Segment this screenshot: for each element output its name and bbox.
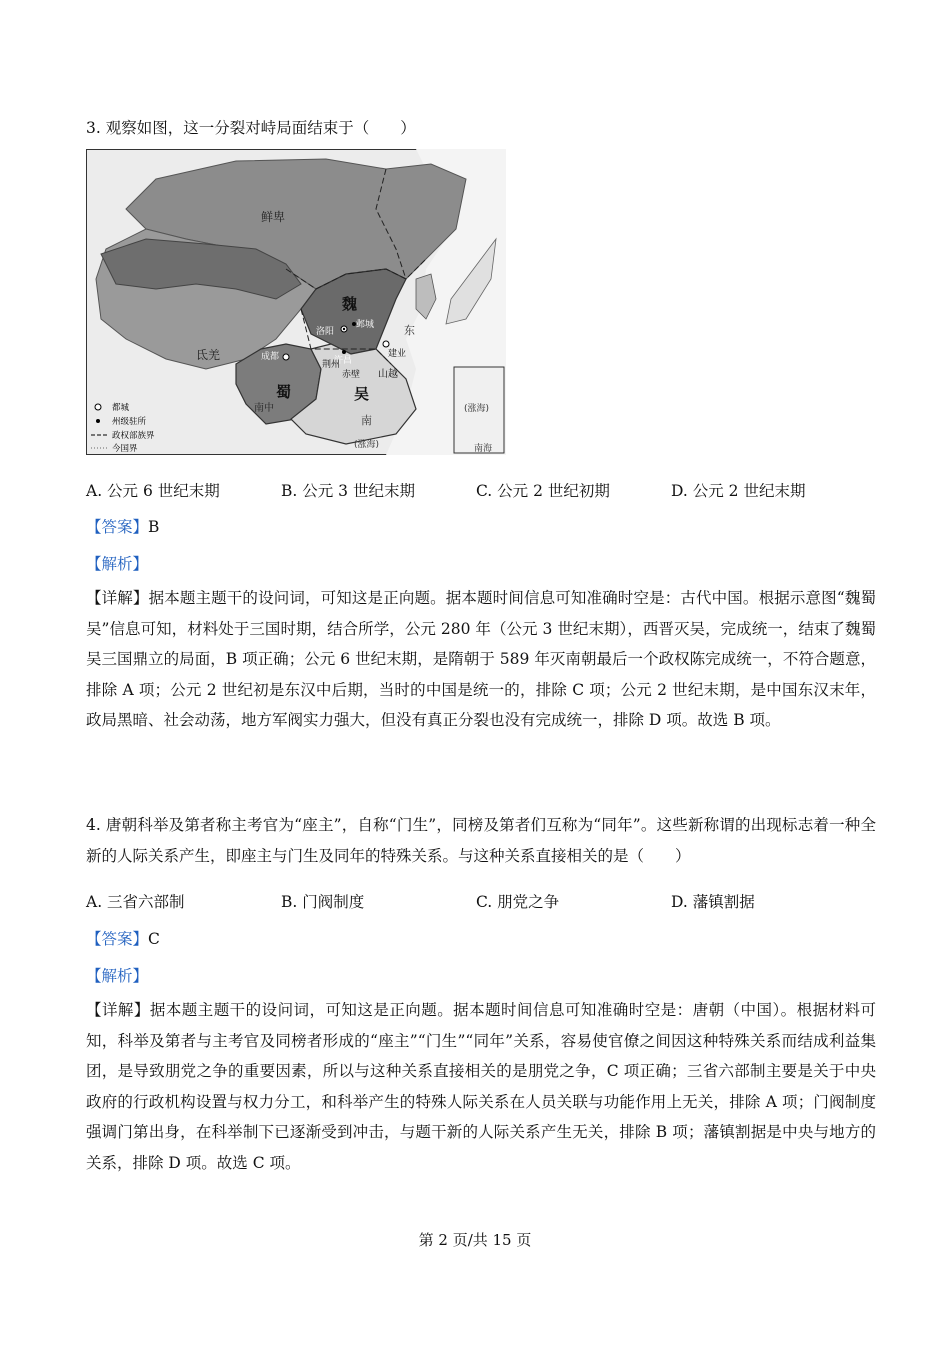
- q4-option-b[interactable]: B. 门阀制度: [281, 893, 365, 911]
- q4-analysis-label: 【解析】: [86, 967, 149, 985]
- question-4-stem: 4. 唐朝科举及第者称主考官为“座主”，自称“门生”，同榜及第者们互称为“同年”。这些新称谓的出现标志着一种全新的人际关系产生，即座主与门生及同年的特殊关系。与这种关系直接相关的是（ ）: [86, 816, 876, 865]
- label-luoyang: 洛阳: [316, 327, 335, 337]
- q4-detail: [86, 995, 876, 1178]
- legend-capital-icon: [95, 404, 101, 410]
- q4-detail-text: 据本题主题干的设问词，可知这是正向题。据本题时间信息可知准确时空是：唐朝（中国）。根据材料可知，科举及第者与主考官及同榜者形成的“座主”“门生”“同年”关系，容易使官僚之间因这种特殊关系而结成利益集团，是导致朋党之争的重要因素，所以与这种关系直接相关的是朋党之争，C 项正确；三省六部制主要是关于中央政府的行政机构设置与权力分工，和科举产生的特殊人际关系在人员关联与功能作用上无关，排除 A 项；门阀制度强调门第出身，在科举制下已逐渐受到冲击，与题干新的人际关系产生无关，排除 B 项；藩镇割据是中央与地方的关系，排除 D 项。故选 C 项。: [86, 1001, 876, 1172]
- capital-dot-luoyang: [343, 328, 345, 330]
- legend-boundary: 政权部族界: [112, 431, 155, 441]
- capital-marker-chengdu: [283, 354, 289, 360]
- q3-answer-value: B: [148, 518, 160, 536]
- q3-answer: [86, 515, 159, 537]
- label-xuchang: 许昌: [334, 356, 353, 366]
- q3-option-b[interactable]: B. 公元 3 世纪末期: [281, 482, 415, 500]
- q3-option-c[interactable]: C. 公元 2 世纪初期: [476, 482, 610, 500]
- map-svg: [86, 149, 506, 455]
- q3-analysis-label: 【解析】: [86, 555, 149, 573]
- q4-answer-value: C: [148, 930, 160, 948]
- label-yecheng: 邺城: [356, 320, 375, 330]
- three-kingdoms-map: [86, 149, 506, 455]
- q4-option-d[interactable]: D. 藩镇割据: [671, 893, 755, 911]
- label-sea-east: 东: [404, 324, 415, 337]
- q4-analysis: [86, 964, 148, 986]
- label-nanzhong: 南中: [254, 403, 274, 414]
- marker-xuchang: [342, 350, 346, 354]
- label-wu: 吴: [354, 385, 370, 403]
- label-diqiang: 氐羌: [196, 348, 221, 362]
- label-chibi: 赤壁: [342, 370, 361, 380]
- q3-detail: [86, 583, 876, 736]
- q3-detail-label: 【详解】: [86, 589, 149, 607]
- capital-marker-jianye: [383, 341, 389, 347]
- legend-prefecture: 州级驻所: [112, 417, 147, 427]
- label-zhanghai: (涨海): [354, 440, 380, 450]
- legend-capital: 都城: [112, 403, 130, 413]
- q3-detail-text: 据本题主题干的设问词，可知这是正向题。据本题时间信息可知准确时空是：古代中国。根据示意图“魏蜀吴”信息可知，材料处于三国时期，结合所学，公元 280 年（公元 3 世纪末期），西晋灭吴，完成统一，结束了魏蜀吴三国鼎立的局面，B 项正确；公元 6 世纪末期，是隋朝于 589 年灭南朝最后一个政权陈完成统一，不符合题意，排除 A 项；公元 2 世纪初是东汉中后期，当时的中国是统一的，排除 C 项；公元 2 世纪末期，是中国东汉末年，政局黑暗、社会动荡，地方军阀实力强大，但没有真正分裂也没有完成统一，排除 D 项。故选 B 项。: [86, 589, 876, 729]
- q3-analysis: [86, 552, 148, 574]
- q4-option-a[interactable]: A. 三省六部制: [86, 893, 185, 911]
- label-shu: 蜀: [276, 383, 292, 401]
- label-jianye: 建业: [388, 349, 407, 359]
- q4-detail-label: 【详解】: [86, 1001, 150, 1019]
- inset-label: (涨海): [464, 404, 490, 414]
- q4-answer: [86, 927, 160, 949]
- label-jingzhou: 荆州: [322, 360, 341, 370]
- question-3-stem: 3. 观察如图，这一分裂对峙局面结束于（ ）: [86, 119, 416, 137]
- page-footer: 第 2 页/共 15 页: [418, 1231, 532, 1249]
- label-wei: 魏: [342, 295, 358, 313]
- q3-answer-label: 【答案】: [86, 518, 149, 536]
- label-nanhai: 南海: [474, 444, 493, 454]
- label-chengdu: 成都: [261, 352, 280, 362]
- q3-option-d[interactable]: D. 公元 2 世纪末期: [671, 482, 806, 500]
- legend-modern: 今国界: [112, 444, 138, 454]
- q4-option-c[interactable]: C. 朋党之争: [476, 893, 560, 911]
- label-nan: 南: [361, 414, 372, 427]
- q3-option-a[interactable]: A. 公元 6 世纪末期: [86, 482, 220, 500]
- label-xianbei: 鲜卑: [261, 210, 286, 224]
- legend-prefecture-icon: [96, 419, 100, 423]
- q4-answer-label: 【答案】: [86, 930, 149, 948]
- label-shanyue: 山越: [378, 369, 398, 380]
